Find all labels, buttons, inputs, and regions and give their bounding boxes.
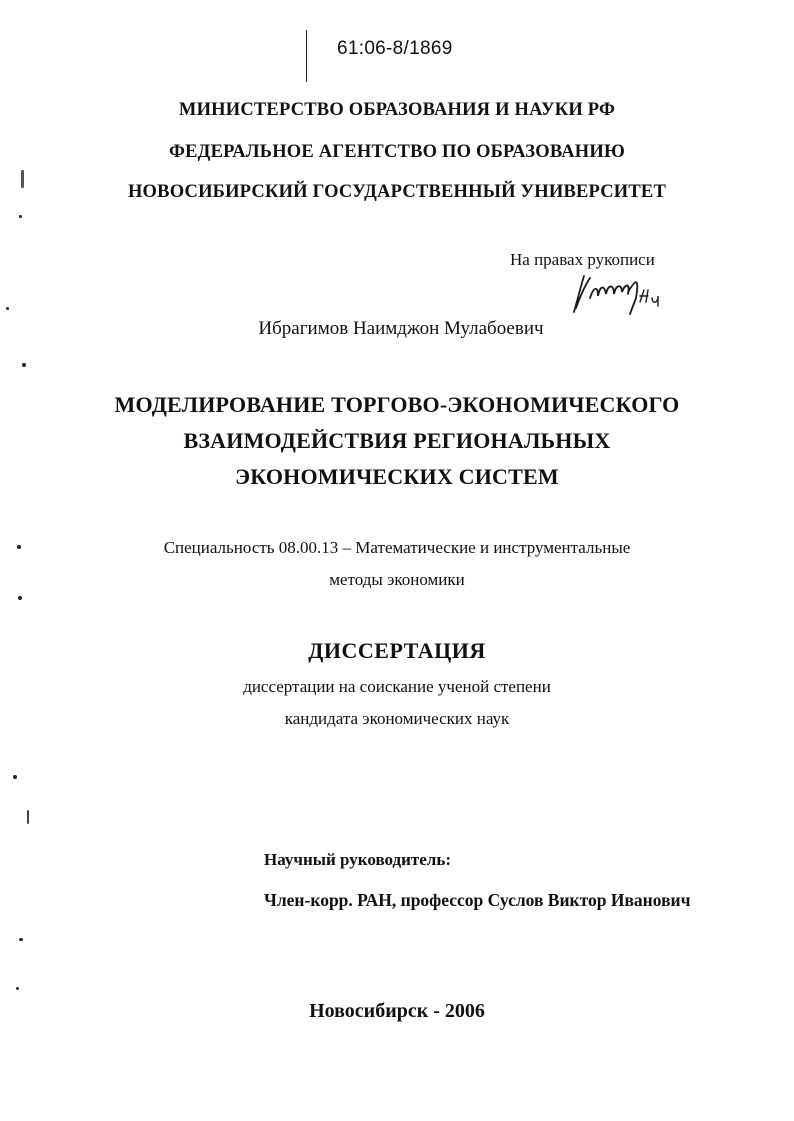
title-line-2: ВЗАИМОДЕЙСТВИЯ РЕГИОНАЛЬНЫХ (183, 428, 611, 453)
advisor-label: Научный руководитель: (264, 850, 451, 869)
agency-line: ФЕДЕРАЛЬНОЕ АГЕНТСТВО ПО ОБРАЗОВАНИЮ (169, 142, 625, 162)
library-stamp-code: 61:06-8/1869 (337, 38, 453, 59)
specialty-line-2: методы экономики (329, 570, 465, 589)
advisor-name: Член-корр. РАН, профессор Суслов Виктор Иванович (264, 890, 691, 910)
dissertation-degree-line-2: кандидата экономических наук (284, 709, 510, 728)
scan-artifact (16, 987, 19, 990)
scan-artifact (19, 215, 22, 218)
scan-artifact (13, 775, 17, 779)
title-line-1: МОДЕЛИРОВАНИЕ ТОРГОВО-ЭКОНОМИЧЕСКОГО (114, 392, 680, 417)
city-year: Новосибирск - 2006 (309, 1000, 485, 1022)
dissertation-degree-line-1: диссертации на соискание ученой степени (243, 677, 551, 696)
scan-artifact (21, 170, 24, 188)
scan-artifact (27, 810, 29, 824)
manuscript-rights-note: На правах рукописи (510, 250, 655, 269)
title-line-3: ЭКОНОМИЧЕСКИХ СИСТЕМ (235, 464, 559, 489)
scan-artifact (22, 363, 26, 367)
ministry-line: МИНИСТЕРСТВО ОБРАЗОВАНИЯ И НАУКИ РФ (178, 100, 616, 120)
scan-artifact (19, 938, 23, 941)
specialty-line-1: Специальность 08.00.13 – Математические и инструментальные (163, 538, 631, 557)
author-name: Ибрагимов Наимджон Мулабоевич (258, 318, 544, 339)
university-line: НОВОСИБИРСКИЙ ГОСУДАРСТВЕННЫЙ УНИВЕРСИТЕТ (127, 182, 667, 202)
scan-artifact (6, 307, 9, 310)
scan-artifact (17, 545, 21, 549)
dissertation-heading: ДИССЕРТАЦИЯ (308, 638, 486, 663)
scan-artifact (18, 596, 22, 600)
author-signature (568, 268, 678, 318)
